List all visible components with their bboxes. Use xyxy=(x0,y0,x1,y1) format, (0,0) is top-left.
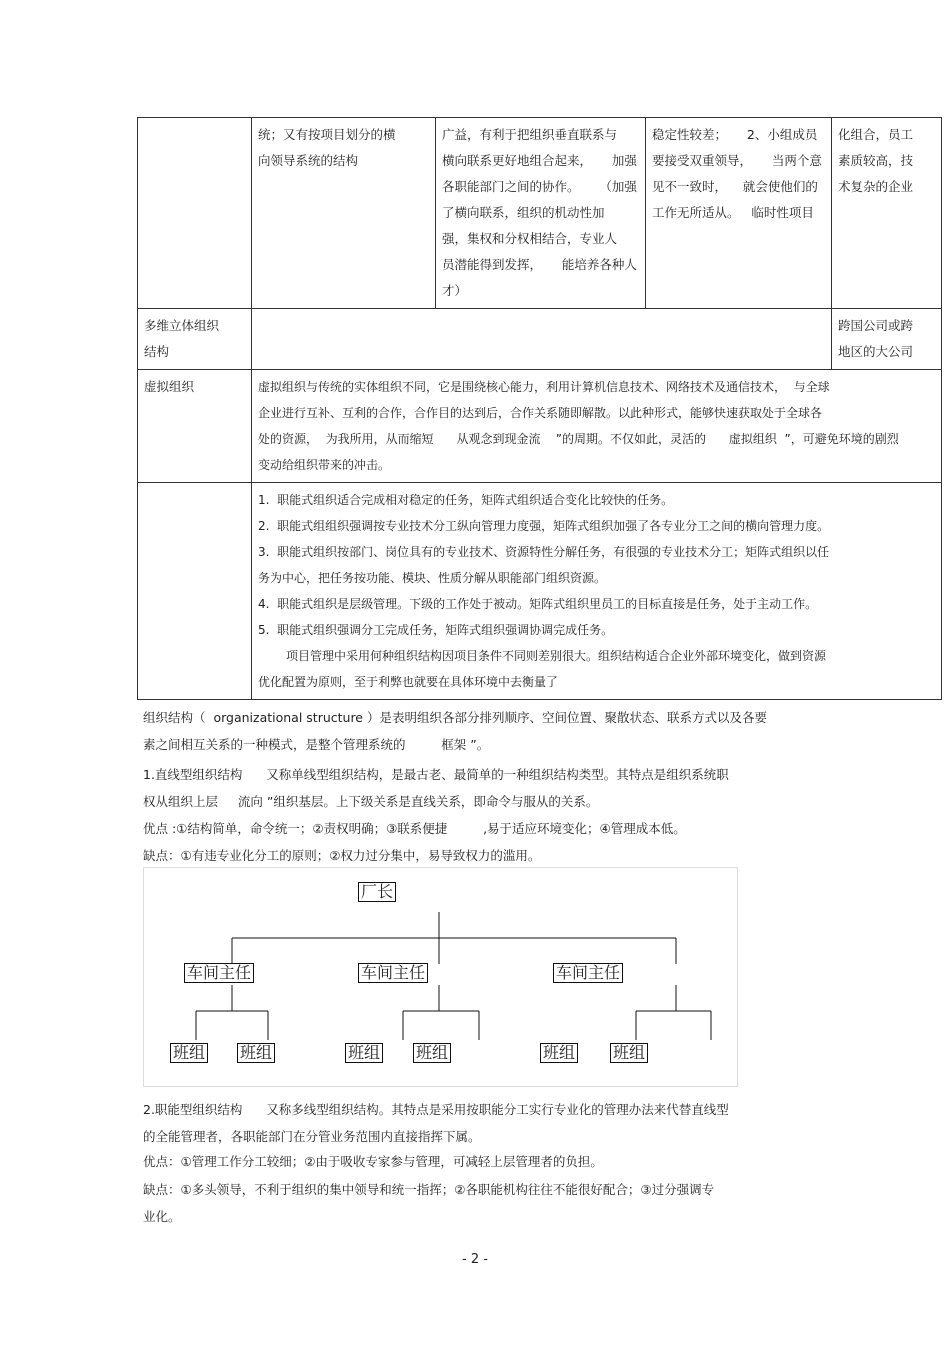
list-item: 1. 职能式组织适合完成相对稳定的任务，矩阵式组织适合变化比较快的任务。 xyxy=(258,493,674,507)
cell-row1-col5: 化组合，员工 素质较高，技 术复杂的企业 xyxy=(832,118,942,309)
linear-org-chart xyxy=(143,867,738,1087)
table-row-comparison xyxy=(138,483,942,700)
cell-row2-col1: 多维立体组织 结构 xyxy=(138,309,252,370)
linear-structure-cons: 缺点：①有违专业化分工的原则；②权力过分集中，易导致权力的滥用。 xyxy=(143,848,541,863)
org-node-workshop-manager: 车间主任 xyxy=(358,963,428,983)
page-number: - 2 - xyxy=(462,1252,488,1267)
linear-structure-title: 1.直线型组织结构 又称单线型组织结构，是最古老、最简单的一种组织结构类型。其特点是组织系统职 权从组织上层 流向 ”组织基层。上下级关系是直线关系，即命令与服从的关系。 xyxy=(143,767,729,809)
org-node-team: 班组 xyxy=(170,1043,208,1063)
functional-structure-title: 2.职能型组织结构 又称多线型组织结构。其特点是采用按职能分工实行专业化的管理办法来代替直线型 的全能管理者，各职能部门在分管业务范围内直接指挥下属。 xyxy=(143,1102,729,1144)
cell-row3-content: 虚拟组织与传统的实体组织不同，它是围绕核心能力，利用计算机信息技术、网络技术及通信技术， 与全球 企业进行互补、互利的合作，合作目的达到后，合作关系随即解散。以此种形式，能够快速获取处于全球各 处的资源， 为我所用，从而缩短 从观念到现金流 ”的周期。不仅如此，灵活的 虚拟组织 ”，可避免环境的剧烈 变动给组织带来的冲击。 xyxy=(252,370,942,483)
cell-row1-col4: 稳定性较差； 2、小组成员 要接受双重领导， 当两个意 见不一致时， 就会使他们的 工作无所适从。 临时性项目 xyxy=(646,118,832,309)
intro-paragraph: 组织结构（ organizational structure ）是表明组织各部分排列顺序、空间位置、聚散状态、联系方式以及各要 素之间相互关系的一种模式，是整个管理系统的 框架 ”。 xyxy=(143,710,767,752)
cell-row3-col1: 虚拟组织 xyxy=(138,370,252,483)
functional-structure-cons: 缺点：①多头领导，不利于组织的集中领导和统一指挥；②各职能机构往往不能很好配合；③过分强调专 业化。 xyxy=(143,1182,715,1224)
conclusion-paragraph: 项目管理中采用何种组织结构因项目条件不同则差别很大。组织结构适合企业外部环境变化，做到资源 优化配置为原则，至于利弊也就要在具体环境中去衡量了 xyxy=(258,649,827,689)
org-node-team: 班组 xyxy=(237,1043,275,1063)
cell-row4-col1 xyxy=(138,483,252,700)
org-node-workshop-manager: 车间主任 xyxy=(553,963,623,983)
list-item: 4. 职能式组织是层级管理。下级的工作处于被动。矩阵式组织里员工的目标直接是任务，处于主动工作。 xyxy=(258,597,818,611)
cell-row4-content xyxy=(252,483,942,700)
org-node-team: 班组 xyxy=(413,1043,451,1063)
list-item: 2. 职能式组组织强调按专业技术分工纵向管理力度强，矩阵式组织加强了各专业分工之间的横向管理力度。 xyxy=(258,519,830,533)
cell-row1-col3: 广益，有利于把组织垂直联系与 横向联系更好地组合起来， 加强 各职能部门之间的协作。 （加强 了横向联系，组织的机动性加 强，集权和分权相结合，专业人 员潜能得到发挥， 能培养各种人 才） xyxy=(436,118,646,309)
org-node-team: 班组 xyxy=(345,1043,383,1063)
org-node-workshop-manager: 车间主任 xyxy=(184,963,254,983)
list-item: 3. 职能式组织按部门、岗位具有的专业技术、资源特性分解任务，有很强的专业技术分工；矩阵式组织以任 务为中心，把任务按功能、模块、性质分解从职能部门组织资源。 xyxy=(258,545,830,585)
cell-row1-col2: 统；又有按项目划分的横 向领导系统的结构 xyxy=(252,118,436,309)
cell-row2-col5: 跨国公司或跨 地区的大公司 xyxy=(832,309,942,370)
table-row-matrix-continued xyxy=(138,118,942,309)
org-node-director: 厂长 xyxy=(358,882,396,902)
org-node-team: 班组 xyxy=(610,1043,648,1063)
org-node-team: 班组 xyxy=(540,1043,578,1063)
cell-row2-middle xyxy=(252,309,832,370)
table-row-virtual-organization xyxy=(138,370,942,483)
functional-structure-pros: 优点：①管理工作分工较细；②由于吸收专家参与管理，可减轻上层管理者的负担。 xyxy=(143,1154,603,1169)
comparison-table xyxy=(137,117,942,700)
list-item: 5. 职能式组织强调分工完成任务，矩阵式组织强调协调完成任务。 xyxy=(258,623,614,637)
cell-row1-col1 xyxy=(138,118,252,309)
table-row-multidimensional xyxy=(138,309,942,370)
linear-structure-pros: 优点 :①结构简单，命令统一；②责权明确；③联系便捷 ,易于适应环境变化；④管理成本低。 xyxy=(143,821,686,836)
